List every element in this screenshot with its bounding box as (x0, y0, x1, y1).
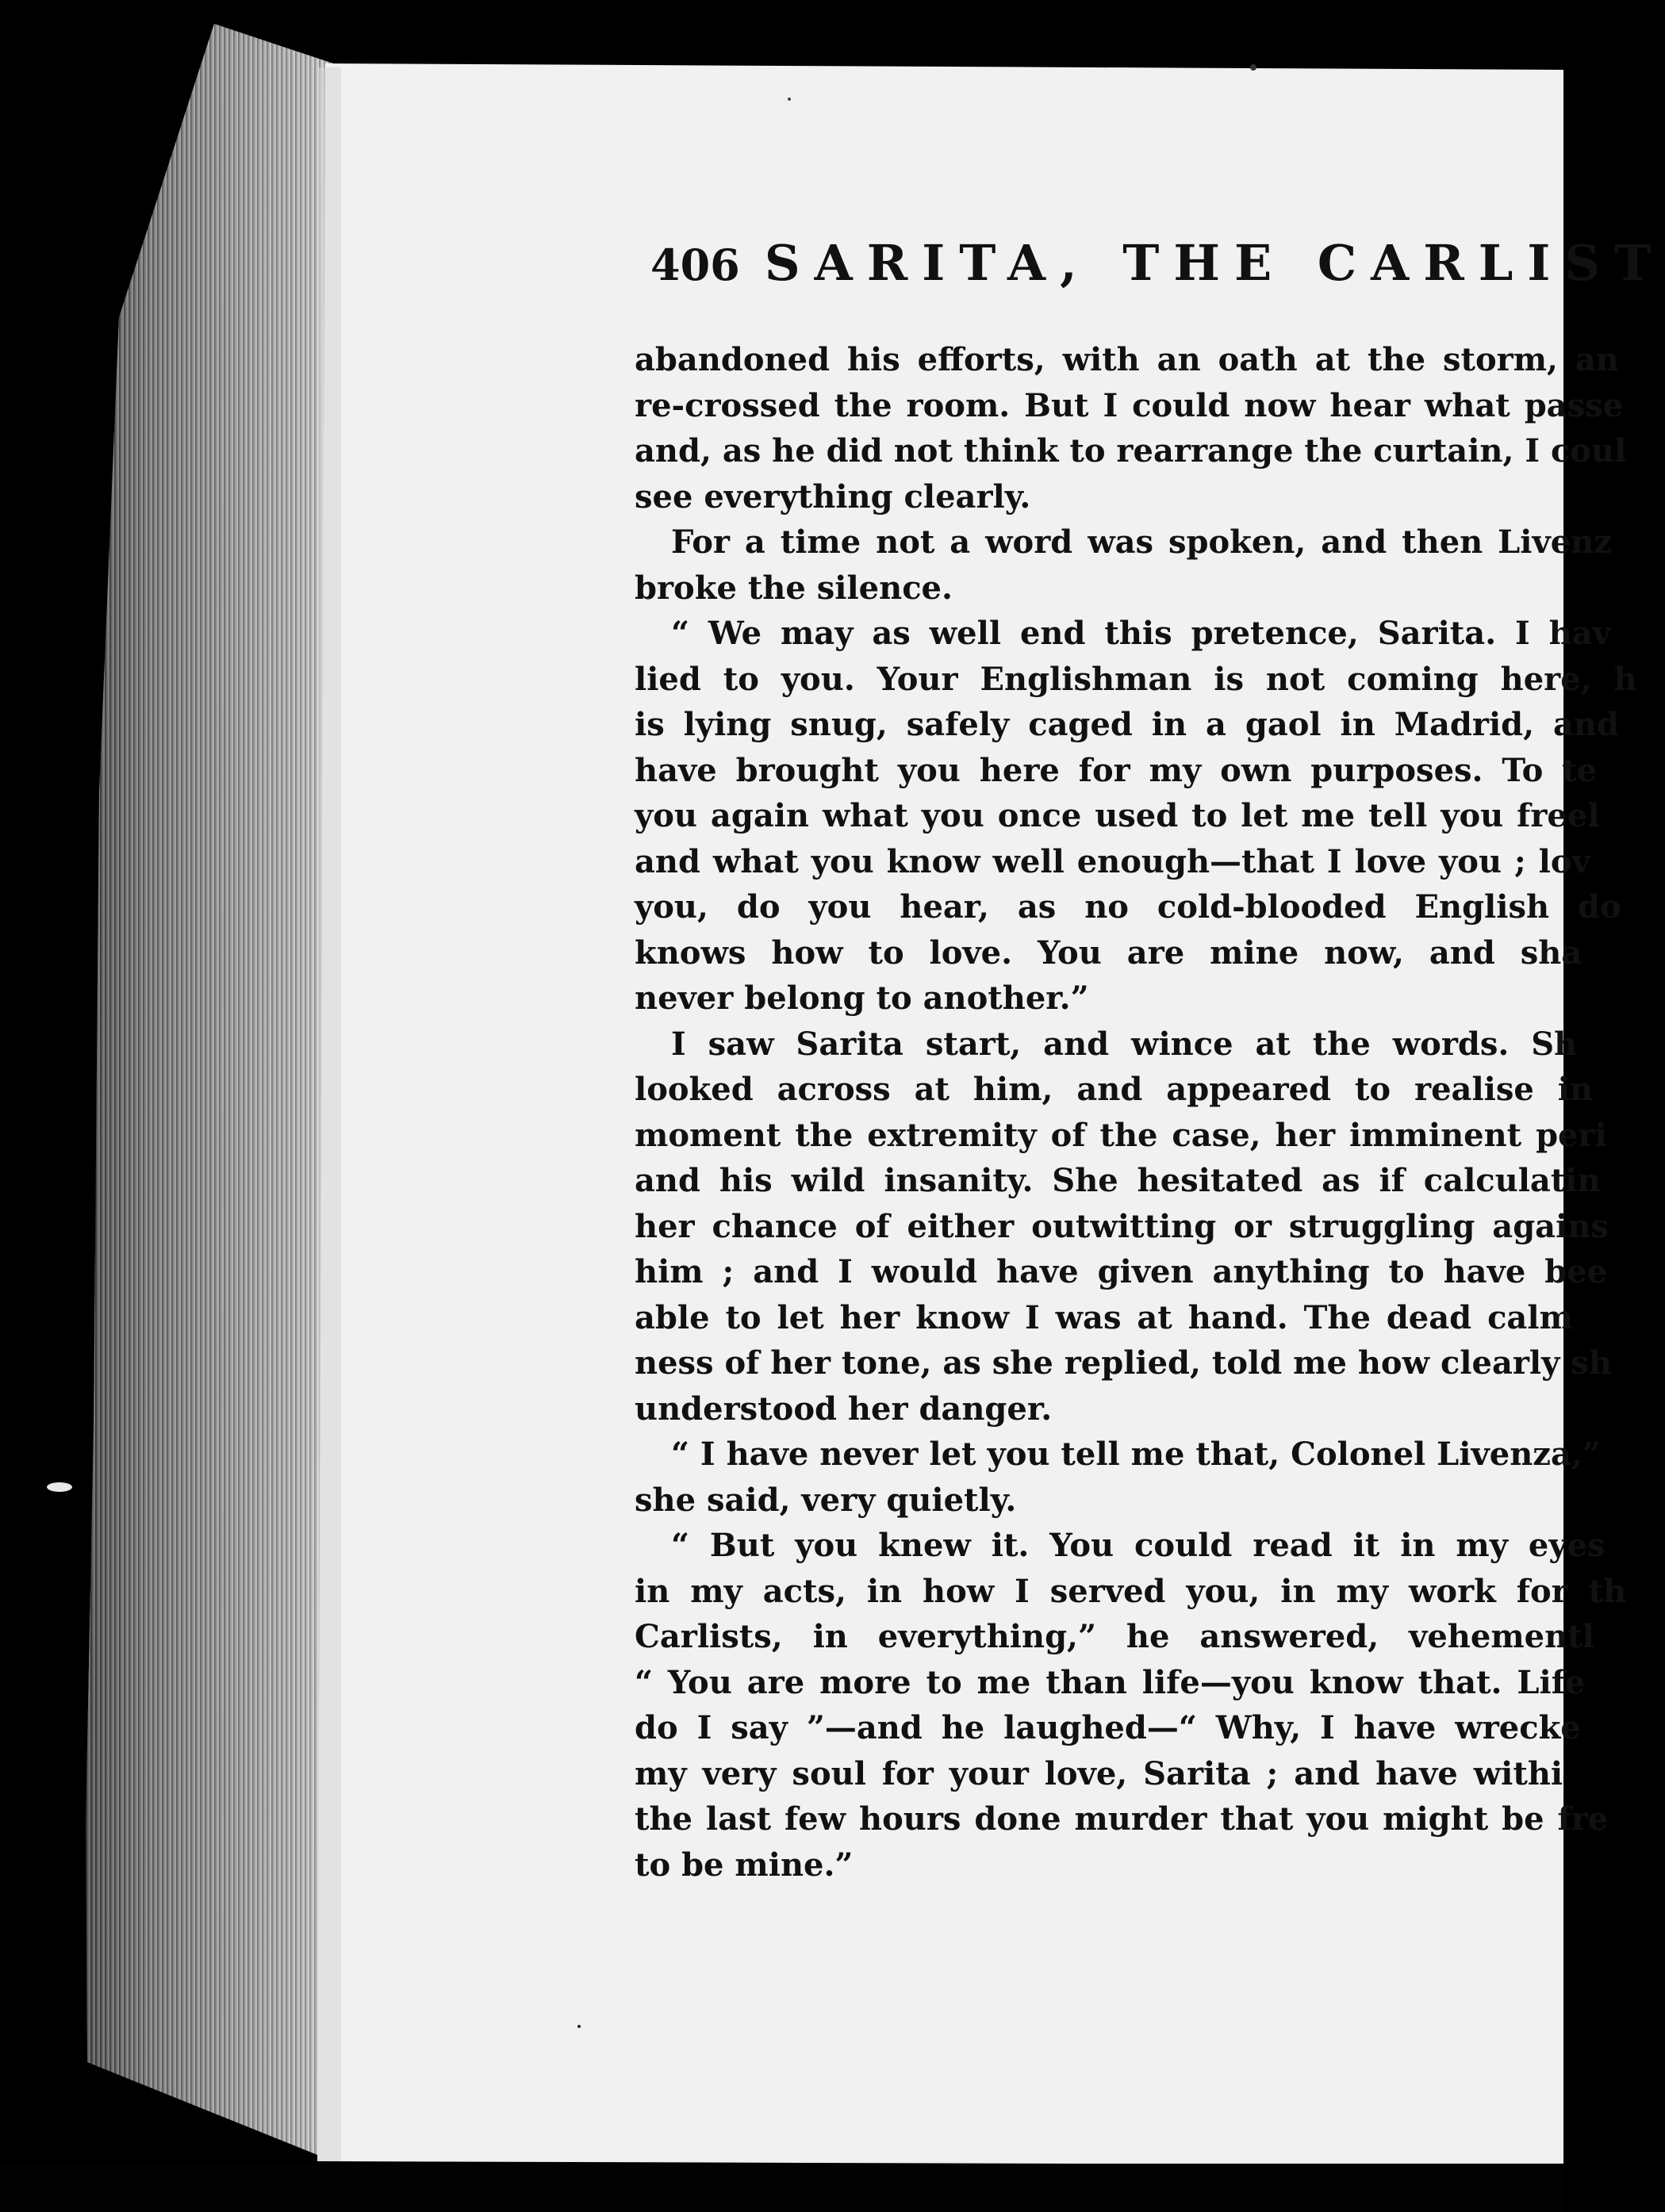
page-number: 406 (650, 240, 740, 290)
text-line: “ You are more to me than life—you know that. Life (635, 1663, 1586, 1701)
text-line: “ We may as well end this pretence, Sarita. I hav (671, 615, 1611, 652)
text-line: you again what you once used to let me tell you freel (635, 797, 1600, 834)
text-line: looked across at him, and appeared to realise in (635, 1071, 1593, 1108)
text-line: For a time not a word was spoken, and then Livenz (671, 523, 1612, 561)
text-line: in my acts, in how I served you, in my work for th (635, 1572, 1627, 1610)
text-line: re-crossed the room. But I could now hear what passe (635, 386, 1624, 424)
text-line: and what you know well enough—that I love you ; lov (635, 842, 1590, 880)
text-line: my very soul for your love, Sarita ; and have withi (635, 1754, 1563, 1792)
text-line: see everything clearly. (635, 477, 1031, 516)
text-line: knows how to love. You are mine now, and sha (635, 933, 1583, 972)
text-line: understood her danger. (635, 1390, 1053, 1428)
text-line: ness of her tone, as she replied, told me how clearly sh (635, 1344, 1612, 1382)
text-line: to be mine.” (635, 1846, 854, 1884)
text-line: lied to you. Your Englishman is not coming here, h (635, 660, 1637, 698)
text-line: her chance of either outwitting or struggling agains (635, 1207, 1609, 1245)
text-line: broke the silence. (635, 569, 953, 607)
text-line: the last few hours done murder that you might be fre (635, 1800, 1609, 1838)
text-line: able to let her know I was at hand. The dead calm (635, 1298, 1573, 1336)
running-header (650, 234, 1665, 292)
book-title: SARITA, THE CARLIST (764, 234, 1665, 292)
text-line: you, do you hear, as no cold-blooded English do (635, 888, 1621, 926)
body-text (635, 337, 1637, 1888)
text-line: she said, very quietly. (635, 1481, 1017, 1519)
text-line: Carlists, in everything,” he answered, vehementl (635, 1618, 1594, 1655)
text-line: “ But you knew it. You could read it in my eyes (671, 1527, 1606, 1564)
text-line: and his wild insanity. She hesitated as if calculatin (635, 1162, 1601, 1199)
text-line: never belong to another.” (635, 979, 1089, 1017)
text-line: and, as he did not think to rearrange the curtain, I coul (635, 432, 1627, 470)
text-line: is lying snug, safely caged in a gaol in Madrid, and (635, 706, 1619, 743)
text-line: have brought you here for my own purposes. To te (635, 751, 1598, 789)
text-line: him ; and I would have given anything to have bee (635, 1253, 1608, 1290)
text-line: moment the extremity of the case, her imminent peri (635, 1116, 1607, 1154)
text-line: do I say ”—and he laughed—“ Why, I have wrecke (635, 1709, 1581, 1746)
text-line: abandoned his efforts, with an oath at the storm, an (635, 341, 1619, 378)
text-line: I saw Sarita start, and wince at the words. Sh (671, 1025, 1578, 1063)
text-line: “ I have never let you tell me that, Colonel Livenza,” (671, 1436, 1601, 1473)
